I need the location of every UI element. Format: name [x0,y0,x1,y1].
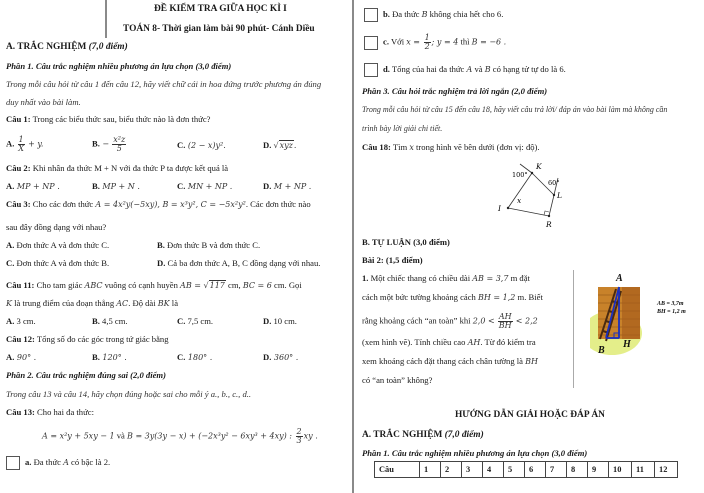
q18-text: trong hình vẽ bên dưới (đơn vị: độ). [413,142,540,152]
q11-text: Cho tam giác [34,280,85,290]
ladder-illustration [590,265,704,355]
option-letter: A. [6,352,15,362]
q12-option-a [6,352,36,362]
math: BK [157,299,170,308]
problem-line-2 [362,292,543,302]
q11-line2 [6,298,178,308]
statement-text: Đa thức [389,8,422,19]
q2-label: Câu 2: [6,163,31,173]
frac-num: 2 [296,427,302,436]
question-11: Câu 11: Cho tam giác ABC vuông có cạnh huyền AB = √117 cm, BC = 6 cm. Gọi [6,280,302,290]
label-l: L [557,191,562,200]
q3-line2: sau đây đồng dạng với nhau? [6,222,107,232]
table-cell: 2 [441,462,462,478]
label-i: I [498,204,501,213]
option-letter: C. [177,140,186,150]
formula-conj: và [114,430,128,441]
q2-text: Khi nhân đa thức M + N với đa thức P ta được kết quả là [30,163,229,173]
option-letter: D. [263,140,272,150]
label-angle-k: 100° [512,171,528,179]
table-cell: Câu [375,462,420,478]
q11-option-c [177,316,213,326]
page-divider [352,0,354,493]
option-text: 7,5 cm. [185,316,214,326]
frac-num: 1 [424,33,430,42]
q3-option-a [6,240,109,250]
math: B [484,64,491,74]
math: BH = 1,2 [478,293,516,302]
point-k [531,172,533,174]
part1-title: Phần 1. Câu trắc nghiệm nhiều phương án lựa chọn (3,0 điểm) [6,61,232,71]
q3-option-d [157,258,320,268]
math: AB = 3,7 [472,274,509,283]
label-angle-l: 60° [548,179,560,187]
text: Một chiếc thang có chiều dài [368,273,473,283]
option-text: 3 cm. [14,316,36,326]
text: là trung điểm của đoạn thẳng [11,298,117,308]
option-text: 180° . [185,353,213,362]
option-letter: C. [6,258,15,268]
math: BH [525,357,538,366]
option-text: 120° . [99,353,127,362]
option-text: 360° . [271,353,299,362]
q3-option-c [6,258,109,268]
section-a-main: A. TRẮC NGHIỆM [6,42,87,52]
fraction [424,34,431,51]
fraction [112,136,126,153]
math: ; y = 4 [431,37,459,47]
frac-den: 2 [424,42,430,51]
statement-text: Tổng của hai đa thức [389,63,467,74]
answers-section-a-main: A. TRẮC NGHIỆM [362,430,443,440]
section-b-main: B. TỰ LUẬN [362,237,411,247]
math: 2,0 < [472,316,495,326]
text: là [169,298,179,308]
statement-letter: b. [383,8,390,19]
label-b: B [598,345,605,355]
answers-part1-title: Phần 1. Câu trắc nghiệm nhiều phương án lựa chọn (3,0 điểm) [362,448,588,458]
statement-text: thì [458,36,472,47]
q2-option-c [177,181,232,191]
part3-instruction-1: Trong mỗi câu hỏi từ câu 15 đến câu 18, hãy viết câu trả lời/ đáp án vào bài làm mà không cần [362,105,668,114]
q1-option-d: D. √xyz. [263,140,297,150]
option-suffix: . [293,141,297,150]
label-r: R [546,220,552,229]
q11-option-b [92,316,128,326]
q1-option-b [92,136,127,153]
option-expr: MN + NP . [185,182,233,191]
text: rằng khoảng cách “an toàn” khi [362,315,473,326]
formula-b: B = 3y(3y − x) + (−2x³y² − 6xy³ + 4xy) : [127,431,295,441]
q12-option-d [263,352,298,362]
answer-table [374,461,678,478]
frac-den: BH [498,321,512,330]
exam-subtitle: TOÁN 8- Thời gian làm bài 90 phút- Cánh Diều [123,24,315,34]
q12-label: Câu 12: [6,334,35,344]
statement-d [364,63,566,77]
math: AC [116,299,129,308]
note-ab: AB = 3,7m [657,301,684,307]
label-k: K [536,162,542,171]
question-2 [6,163,228,173]
table-cell: 5 [504,462,525,478]
math: AH [467,338,481,347]
right-angle-mark [544,211,549,215]
q13-text: Cho hai đa thức: [34,407,94,417]
section-b-title [362,237,450,247]
option-letter: B. [92,181,100,191]
wall-shadow [622,287,640,339]
q11-text: cm. Gọi [271,280,302,290]
table-cell: 3 [462,462,483,478]
option-text: 10 cm. [271,316,297,326]
option-expr: MP + NP . [14,182,60,191]
frac-den: X [18,144,24,153]
point-l [553,194,555,196]
point-i [507,207,509,209]
answers-title: HƯỚNG DẪN GIẢI HOẶC ĐÁP ÁN [455,410,605,420]
q18-text: Tìm [390,142,410,152]
math: A [466,64,473,74]
statement-text: có hạng tử tự do là 6. [490,63,566,74]
true-false-checkbox[interactable] [6,456,20,470]
problem-num: 1. [362,273,369,283]
formula-a: A = x²y + 5xy − 1 [42,431,115,441]
statement-letter: c. [383,36,389,47]
option-expr: MP + N . [99,182,140,191]
q2-option-b [92,181,140,191]
q11-text: cm, [225,280,243,290]
math: AB = [180,281,204,290]
problem-line-4 [362,337,536,347]
question-13 [6,407,94,417]
math: < 2,2 [515,316,538,326]
q12-option-c [177,352,212,362]
option-text: 90° . [14,353,37,362]
frac-den: 3 [296,436,302,445]
frac-num: 1 [18,135,24,144]
frac-den: 5 [116,144,122,153]
math: B [421,9,428,19]
math: K [6,299,12,308]
bai-2-title: Bài 2: (1,5 điểm) [362,255,423,265]
q12-option-b [92,352,127,362]
statement-text: có bậc là 2. [68,456,111,467]
table-cell: 10 [609,462,632,478]
math: B = −6 . [471,37,507,47]
point-r [548,215,550,217]
exam-title: ĐỀ KIỂM TRA GIỮA HỌC KÌ I [154,4,287,14]
text: m đặt [508,273,530,283]
label-angle-x: x [517,196,522,205]
option-letter: A. [6,138,15,149]
q11-label: Câu 11: [6,280,35,290]
q12-text: Tổng số đo các góc trong tứ giác bằng [34,334,169,344]
option-letter: B. [157,240,165,250]
statement-text: không chia hết cho 6. [427,8,504,19]
statement-text: Với [388,36,407,47]
q3-text-post: . Các đơn thức nào [245,199,311,209]
side-ri [508,208,549,216]
math: BC = 6 [242,281,272,290]
option-expr: − [99,139,110,149]
q1-label: Câu 1: [6,114,31,124]
table-cell: 6 [525,462,546,478]
question-18 [362,142,540,152]
statement-letter: d. [383,63,390,74]
option-letter: D. [157,258,166,268]
quadrilateral-figure [490,158,580,233]
table-cell: 7 [546,462,567,478]
option-letter: D. [263,352,272,362]
note-bh: BH = 1,2 m [657,309,686,315]
option-letter: B. [92,138,100,149]
answers-section-a [362,430,484,440]
table-cell: 4 [483,462,504,478]
text: . Độ dài [128,298,158,308]
true-false-checkbox[interactable] [364,8,378,22]
option-text: Cả ba đơn thức A, B, C đồng dạng với nhau. [165,258,321,268]
text: cách một bức tường khoảng cách [362,292,478,302]
section-a-points: (7,0 điểm) [88,42,128,52]
option-letter: A. [6,240,15,250]
option-letter: C. [177,316,186,326]
math: ABC [84,281,103,290]
q13-label: Câu 13: [6,407,35,417]
statement-a [6,456,110,470]
option-text: Đơn thức A và đơn thức C. [14,240,110,250]
side-lr [549,195,554,216]
option-letter: C. [177,181,186,191]
statement-b [364,8,503,22]
statement-text: Đa thức [31,456,64,467]
true-false-checkbox[interactable] [364,36,378,50]
q13-formula [42,428,318,445]
math: A [63,457,69,467]
q11-option-d [263,316,297,326]
fraction [18,136,25,153]
option-text: Đơn thức B và đơn thức C. [164,240,261,250]
table-cell: 8 [567,462,588,478]
option-letter: C. [177,352,186,362]
q1-option-c [177,140,226,150]
answers-section-a-points: (7,0 điểm) [444,430,484,440]
q3-text: Cho các đơn thức [30,199,96,209]
q11-option-a [6,316,36,326]
problem-line-3 [362,313,538,330]
problem-line-1 [362,273,530,283]
option-letter: D. [263,181,272,191]
q1-option-a [6,136,43,153]
part1-instruction-1: Trong mỗi câu hỏi từ câu 1 đến câu 12, hãy viết chữ cái in hoa đứng trước phương án đúng [6,79,322,89]
option-expr: (2 − x)y². [185,141,226,150]
section-a-title [6,42,128,52]
text: . Từ đó kiểm tra [480,337,536,347]
question-1 [6,114,210,124]
table-cell: 11 [632,462,655,478]
problem-side-rule [573,270,574,388]
math: x = [406,37,423,47]
statement-letter: a. [25,456,32,467]
q3-label: Câu 3: [6,199,31,209]
table-cell: 12 [655,462,678,478]
section-b-points: (3,0 điểm) [413,237,450,247]
option-letter: B. [92,316,100,326]
option-letter: A. [6,181,15,191]
question-12 [6,334,169,344]
header-margin-line [105,0,107,38]
table-cell: 9 [588,462,609,478]
part3-title: Phần 3. Câu hỏi trắc nghiệm trả lời ngắn (2,0 điểm) [362,86,548,96]
frac-num: AH [498,312,512,321]
answer-table-header-row [375,462,678,478]
statement-c [364,34,506,51]
q1-text: Trong các biểu thức sau, biểu thức nào là đơn thức? [30,114,211,124]
part3-instruction-2: trình bày lời giải chi tiết. [362,124,443,133]
table-cell: 1 [420,462,441,478]
text: xem khoảng cách đặt thang cách chân tường là [362,356,526,366]
part1-instruction-2: duy nhất vào bài làm. [6,97,81,107]
q3-formula: A = 4x²y(−5xy), B = x³y², C = −5x²y² [95,200,246,209]
option-expr: M + NP . [271,182,312,191]
q3-option-b [157,240,260,250]
fraction [296,428,303,445]
text: (xem hình vẽ). Tính chiều cao [362,337,468,347]
option-letter: B. [92,352,100,362]
math: x [409,143,414,152]
option-letter: A. [6,316,15,326]
part2-title: Phần 2. Câu trắc nghiệm đúng sai (2,0 điểm) [6,370,166,380]
formula-tail: xy . [303,431,318,441]
option-expr: + y. [25,139,44,149]
text: m. Biết [515,292,543,302]
option-letter: D. [263,316,272,326]
sqrt-radicand: xyz [279,141,293,150]
q2-option-d [263,181,311,191]
option-text: 4,5 cm. [99,316,128,326]
problem-line-5 [362,356,538,366]
q11-text: vuông có cạnh huyền [102,280,181,290]
q2-option-a [6,181,60,191]
label-h: H [623,339,631,350]
statement-text: và [472,63,485,74]
question-3 [6,199,311,209]
fraction [498,313,513,330]
label-a: A [616,273,623,284]
frac-num: x²z [113,135,126,144]
true-false-checkbox[interactable] [364,63,378,77]
q18-label: Câu 18: [362,142,391,152]
option-text: Đơn thức A và đơn thức B. [14,258,110,268]
part2-instruction: Trong câu 13 và câu 14, hãy chọn đúng hoặc sai cho mỗi ý a., b., c., d.. [6,389,252,399]
sqrt-radicand: 117 [209,281,225,290]
problem-line-6: có “an toàn” không? [362,375,433,385]
